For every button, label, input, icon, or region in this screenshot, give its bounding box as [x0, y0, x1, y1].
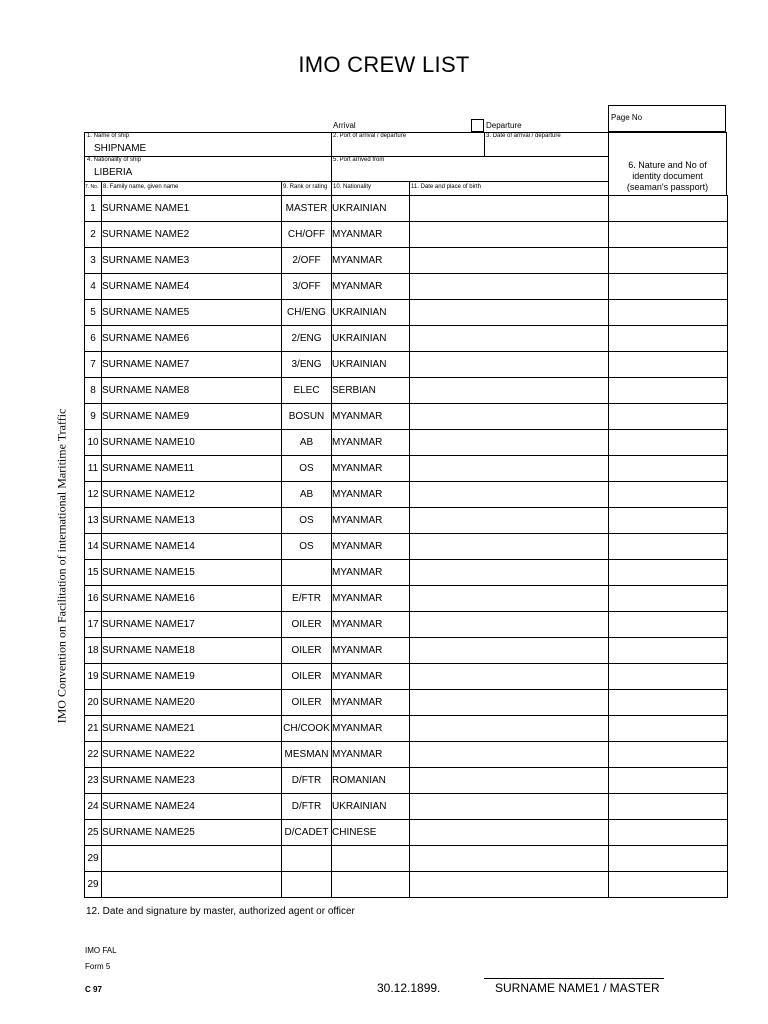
crew-table [84, 195, 728, 898]
col-no-label: 7. No. [85, 184, 99, 190]
crew-row [85, 586, 728, 612]
crew-no-cell: 29 [85, 846, 102, 872]
crew-rank-cell[interactable]: OILER [282, 690, 332, 716]
header-right-border [726, 132, 727, 195]
form-number: Form 5 [85, 962, 111, 971]
crew-no-cell: 11 [85, 456, 102, 482]
crew-rank-cell[interactable]: 3/ENG [282, 352, 332, 378]
crew-no-cell: 21 [85, 716, 102, 742]
crew-name-cell[interactable] [102, 872, 282, 898]
col-divider-nat [409, 181, 410, 195]
col-divider-name [281, 181, 282, 195]
crew-name-cell[interactable]: SURNAME NAME4 [102, 274, 282, 300]
crew-identity-cell[interactable] [609, 222, 728, 248]
crew-name-cell[interactable]: SURNAME NAME8 [102, 378, 282, 404]
crew-name-cell[interactable]: SURNAME NAME20 [102, 690, 282, 716]
header-line-3 [84, 181, 608, 182]
crew-birth-cell[interactable] [410, 378, 609, 404]
crew-name-cell[interactable]: SURNAME NAME2 [102, 222, 282, 248]
crew-row [85, 378, 728, 404]
arrival-label: Arrival [333, 121, 356, 130]
crew-name-cell[interactable]: SURNAME NAME11 [102, 456, 282, 482]
col-birth-label: 11. Date and place of birth [411, 184, 481, 190]
crew-no-cell: 16 [85, 586, 102, 612]
crew-identity-cell[interactable] [609, 482, 728, 508]
crew-identity-cell[interactable] [609, 716, 728, 742]
crew-rank-cell[interactable] [282, 872, 332, 898]
crew-row [85, 820, 728, 846]
crew-rank-cell[interactable]: CH/OFF [282, 222, 332, 248]
crew-birth-cell[interactable] [410, 846, 609, 872]
identity-doc-label [609, 160, 726, 193]
col-divider-no [101, 181, 102, 195]
signature-line [484, 978, 664, 979]
identity-doc-label-line1: 6. Nature and No of [628, 160, 707, 170]
crew-no-cell: 24 [85, 794, 102, 820]
crew-identity-cell[interactable] [609, 430, 728, 456]
crew-rank-cell[interactable]: D/FTR [282, 768, 332, 794]
crew-rank-cell[interactable]: 2/ENG [282, 326, 332, 352]
crew-birth-cell[interactable] [410, 820, 609, 846]
ship-name-value[interactable]: SHIPNAME [94, 143, 147, 154]
crew-birth-cell[interactable] [410, 794, 609, 820]
crew-name-cell[interactable]: SURNAME NAME14 [102, 534, 282, 560]
crew-row [85, 664, 728, 690]
crew-row [85, 534, 728, 560]
crew-rank-cell[interactable]: OS [282, 456, 332, 482]
crew-nationality-cell[interactable]: MYANMAR [332, 690, 410, 716]
crew-row [85, 326, 728, 352]
crew-birth-cell[interactable] [410, 716, 609, 742]
crew-row [85, 196, 728, 222]
crew-no-cell: 29 [85, 872, 102, 898]
crew-identity-cell[interactable] [609, 534, 728, 560]
date-label: 3. Date of arrival / departure [486, 133, 561, 139]
crew-nationality-cell[interactable]: UKRAINIAN [332, 352, 410, 378]
page-no-label: Page No [611, 113, 643, 122]
crew-nationality-cell[interactable]: MYANMAR [332, 664, 410, 690]
crew-identity-cell[interactable] [609, 508, 728, 534]
crew-birth-cell[interactable] [410, 196, 609, 222]
crew-name-cell[interactable]: SURNAME NAME12 [102, 482, 282, 508]
crew-birth-cell[interactable] [410, 560, 609, 586]
crew-rank-cell[interactable]: MASTER [282, 196, 332, 222]
crew-nationality-cell[interactable]: MYANMAR [332, 612, 410, 638]
col-rank-label: 9. Rank or rating [283, 184, 328, 190]
crew-nationality-cell[interactable]: MYANMAR [332, 638, 410, 664]
crew-name-cell[interactable]: SURNAME NAME5 [102, 300, 282, 326]
crew-table-body [85, 196, 728, 898]
col-name-label: 8. Family name, given name [103, 184, 179, 190]
crew-name-cell[interactable]: SURNAME NAME3 [102, 248, 282, 274]
crew-no-cell: 6 [85, 326, 102, 352]
crew-name-cell[interactable]: SURNAME NAME15 [102, 560, 282, 586]
crew-birth-cell[interactable] [410, 872, 609, 898]
signature-date[interactable]: 30.12.1899. [377, 981, 441, 995]
crew-rank-cell[interactable]: 3/OFF [282, 274, 332, 300]
crew-rank-cell[interactable]: AB [282, 482, 332, 508]
crew-nationality-cell[interactable]: MYANMAR [332, 482, 410, 508]
crew-nationality-cell[interactable]: UKRAINIAN [332, 326, 410, 352]
crew-no-cell: 17 [85, 612, 102, 638]
crew-no-cell: 10 [85, 430, 102, 456]
crew-rank-cell[interactable]: 2/OFF [282, 248, 332, 274]
header-divider-port [331, 132, 332, 181]
crew-name-cell[interactable]: SURNAME NAME17 [102, 612, 282, 638]
crew-row [85, 742, 728, 768]
crew-no-cell: 15 [85, 560, 102, 586]
crew-identity-cell[interactable] [609, 300, 728, 326]
crew-no-cell: 18 [85, 638, 102, 664]
crew-identity-cell[interactable] [609, 742, 728, 768]
crew-nationality-cell[interactable] [332, 872, 410, 898]
col-divider-rank [331, 181, 332, 195]
crew-identity-cell[interactable] [609, 872, 728, 898]
crew-name-cell[interactable]: SURNAME NAME25 [102, 820, 282, 846]
crew-rank-cell[interactable]: OS [282, 534, 332, 560]
signer-name[interactable]: SURNAME NAME1 / MASTER [495, 981, 660, 995]
crew-row [85, 872, 728, 898]
crew-rank-cell[interactable]: MESMAN [282, 742, 332, 768]
crew-name-cell[interactable]: SURNAME NAME22 [102, 742, 282, 768]
crew-identity-cell[interactable] [609, 820, 728, 846]
crew-rank-cell[interactable] [282, 846, 332, 872]
crew-rank-cell[interactable]: AB [282, 430, 332, 456]
crew-rank-cell[interactable]: OILER [282, 638, 332, 664]
crew-row [85, 300, 728, 326]
crew-birth-cell[interactable] [410, 300, 609, 326]
crew-nationality-cell[interactable]: MYANMAR [332, 274, 410, 300]
crew-name-cell[interactable]: SURNAME NAME6 [102, 326, 282, 352]
crew-identity-cell[interactable] [609, 456, 728, 482]
crew-birth-cell[interactable] [410, 638, 609, 664]
crew-nationality-cell[interactable] [332, 846, 410, 872]
nationality-label: 4. Nationality of ship [87, 157, 142, 163]
crew-nationality-cell[interactable]: MYANMAR [332, 248, 410, 274]
crew-nationality-cell[interactable]: UKRAINIAN [332, 300, 410, 326]
crew-name-cell[interactable]: SURNAME NAME19 [102, 664, 282, 690]
form-code: C 97 [85, 985, 102, 994]
crew-no-cell: 20 [85, 690, 102, 716]
crew-name-cell[interactable]: SURNAME NAME13 [102, 508, 282, 534]
crew-no-cell: 25 [85, 820, 102, 846]
crew-row [85, 274, 728, 300]
departure-checkbox[interactable] [471, 119, 484, 132]
crew-no-cell: 8 [85, 378, 102, 404]
crew-row [85, 768, 728, 794]
crew-identity-cell[interactable] [609, 768, 728, 794]
crew-no-cell: 9 [85, 404, 102, 430]
page-no-box[interactable] [608, 105, 726, 132]
crew-identity-cell[interactable] [609, 560, 728, 586]
crew-identity-cell[interactable] [609, 664, 728, 690]
crew-row [85, 560, 728, 586]
convention-side-text: IMO Convention on Facilitation of international Maritime Traffic [54, 408, 69, 724]
crew-no-cell: 2 [85, 222, 102, 248]
crew-identity-cell[interactable] [609, 612, 728, 638]
crew-rank-cell[interactable] [282, 560, 332, 586]
nationality-value[interactable]: LIBERIA [94, 167, 133, 178]
crew-rank-cell[interactable]: OILER [282, 612, 332, 638]
crew-nationality-cell[interactable]: MYANMAR [332, 716, 410, 742]
crew-name-cell[interactable]: SURNAME NAME21 [102, 716, 282, 742]
crew-name-cell[interactable]: SURNAME NAME18 [102, 638, 282, 664]
crew-nationality-cell[interactable]: MYANMAR [332, 586, 410, 612]
crew-name-cell[interactable]: SURNAME NAME24 [102, 794, 282, 820]
crew-no-cell: 7 [85, 352, 102, 378]
crew-nationality-cell[interactable]: MYANMAR [332, 534, 410, 560]
crew-identity-cell[interactable] [609, 196, 728, 222]
crew-row [85, 716, 728, 742]
crew-row [85, 638, 728, 664]
crew-birth-cell[interactable] [410, 352, 609, 378]
departure-label: Departure [486, 121, 522, 130]
identity-doc-label-line3: (seaman's passport) [626, 182, 709, 192]
crew-row [85, 612, 728, 638]
crew-no-cell: 19 [85, 664, 102, 690]
crew-no-cell: 14 [85, 534, 102, 560]
crew-nationality-cell[interactable]: MYANMAR [332, 742, 410, 768]
crew-no-cell: 23 [85, 768, 102, 794]
crew-nationality-cell[interactable]: UKRAINIAN [332, 794, 410, 820]
header-divider-date [484, 132, 485, 156]
crew-rank-cell[interactable]: E/FTR [282, 586, 332, 612]
crew-birth-cell[interactable] [410, 534, 609, 560]
crew-no-cell: 13 [85, 508, 102, 534]
crew-identity-cell[interactable] [609, 690, 728, 716]
crew-row [85, 846, 728, 872]
crew-name-cell[interactable]: SURNAME NAME23 [102, 768, 282, 794]
crew-nationality-cell[interactable]: ROMANIAN [332, 768, 410, 794]
crew-no-cell: 5 [85, 300, 102, 326]
crew-rank-cell[interactable]: BOSUN [282, 404, 332, 430]
crew-nationality-cell[interactable]: MYANMAR [332, 222, 410, 248]
crew-birth-cell[interactable] [410, 768, 609, 794]
crew-no-cell: 12 [85, 482, 102, 508]
imo-fal-label: IMO FAL [85, 946, 117, 955]
crew-rank-cell[interactable]: OILER [282, 664, 332, 690]
crew-birth-cell[interactable] [410, 742, 609, 768]
crew-birth-cell[interactable] [410, 664, 609, 690]
crew-rank-cell[interactable]: CH/ENG [282, 300, 332, 326]
col-nationality-label: 10. Nationality [333, 184, 372, 190]
crew-row [85, 404, 728, 430]
crew-row [85, 690, 728, 716]
crew-rank-cell[interactable]: D/FTR [282, 794, 332, 820]
page-title: IMO CREW LIST [298, 52, 470, 77]
crew-nationality-cell[interactable]: MYANMAR [332, 430, 410, 456]
crew-birth-cell[interactable] [410, 274, 609, 300]
crew-birth-cell[interactable] [410, 508, 609, 534]
crew-row [85, 482, 728, 508]
crew-birth-cell[interactable] [410, 430, 609, 456]
crew-row [85, 352, 728, 378]
crew-identity-cell[interactable] [609, 794, 728, 820]
crew-identity-cell[interactable] [609, 638, 728, 664]
identity-doc-label-line2: identity document [632, 171, 703, 181]
crew-nationality-cell[interactable]: SERBIAN [332, 378, 410, 404]
crew-birth-cell[interactable] [410, 248, 609, 274]
crew-no-cell: 22 [85, 742, 102, 768]
crew-birth-cell[interactable] [410, 326, 609, 352]
crew-nationality-cell[interactable]: MYANMAR [332, 456, 410, 482]
crew-birth-cell[interactable] [410, 612, 609, 638]
ship-name-label: 1. Name of ship [87, 133, 130, 139]
crew-identity-cell[interactable] [609, 274, 728, 300]
crew-identity-cell[interactable] [609, 846, 728, 872]
crew-rank-cell[interactable]: CH/COOK [282, 716, 332, 742]
crew-rank-cell[interactable]: OS [282, 508, 332, 534]
crew-row [85, 456, 728, 482]
crew-name-cell[interactable]: SURNAME NAME16 [102, 586, 282, 612]
crew-no-cell: 4 [85, 274, 102, 300]
crew-nationality-cell[interactable]: MYANMAR [332, 560, 410, 586]
crew-identity-cell[interactable] [609, 248, 728, 274]
crew-birth-cell[interactable] [410, 222, 609, 248]
crew-nationality-cell[interactable]: MYANMAR [332, 404, 410, 430]
port-from-label: 5. Port arrived from [333, 157, 385, 163]
crew-row [85, 430, 728, 456]
crew-no-cell: 3 [85, 248, 102, 274]
crew-rank-cell[interactable]: ELEC [282, 378, 332, 404]
crew-birth-cell[interactable] [410, 404, 609, 430]
crew-identity-cell[interactable] [609, 378, 728, 404]
crew-identity-cell[interactable] [609, 404, 728, 430]
crew-name-cell[interactable]: SURNAME NAME7 [102, 352, 282, 378]
crew-nationality-cell[interactable]: MYANMAR [332, 508, 410, 534]
crew-name-cell[interactable]: SURNAME NAME1 [102, 196, 282, 222]
crew-row [85, 248, 728, 274]
crew-birth-cell[interactable] [410, 690, 609, 716]
crew-row [85, 222, 728, 248]
crew-name-cell[interactable]: SURNAME NAME9 [102, 404, 282, 430]
crew-row [85, 794, 728, 820]
crew-nationality-cell[interactable]: UKRAINIAN [332, 196, 410, 222]
crew-birth-cell[interactable] [410, 586, 609, 612]
crew-identity-cell[interactable] [609, 586, 728, 612]
crew-birth-cell[interactable] [410, 456, 609, 482]
signature-label: 12. Date and signature by master, authorized agent or officer [86, 906, 355, 917]
crew-birth-cell[interactable] [410, 482, 609, 508]
crew-row [85, 508, 728, 534]
port-label: 2. Port of arrival / departure [333, 133, 407, 139]
crew-nationality-cell[interactable]: CHINESE [332, 820, 410, 846]
crew-identity-cell[interactable] [609, 352, 728, 378]
crew-name-cell[interactable] [102, 846, 282, 872]
crew-identity-cell[interactable] [609, 326, 728, 352]
crew-rank-cell[interactable]: D/CADET [282, 820, 332, 846]
crew-name-cell[interactable]: SURNAME NAME10 [102, 430, 282, 456]
crew-no-cell: 1 [85, 196, 102, 222]
